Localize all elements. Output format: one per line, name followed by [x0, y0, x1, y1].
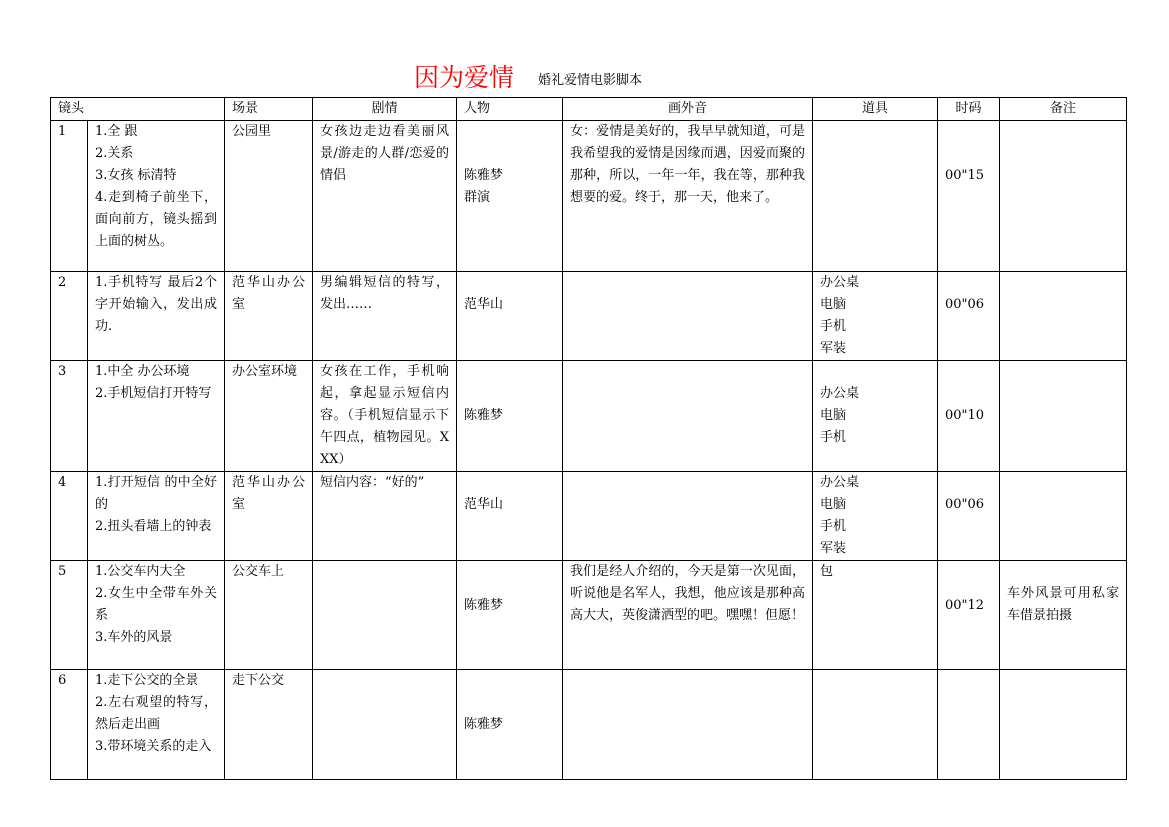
header-scene: 场景: [225, 98, 313, 121]
table-row: [51, 472, 1127, 561]
shot-description: [88, 361, 225, 472]
document-title: 因为爱情: [414, 63, 515, 92]
shot-line: 1.打开短信 的中全好的: [95, 475, 218, 512]
shot-line: 2.关系: [95, 146, 134, 161]
shot-number: 2: [51, 272, 88, 361]
prop-item: 军装: [820, 341, 847, 356]
header-notes: 备注: [1000, 98, 1127, 121]
character-cell: [457, 472, 563, 561]
prop-item: 办公桌: [820, 275, 860, 290]
table-row: [51, 361, 1127, 472]
table-row: [51, 561, 1127, 670]
props-cell: [813, 670, 938, 780]
shot-line: 3.女孩 标清特: [95, 168, 177, 183]
timecode-cell: 00"06: [938, 272, 1000, 361]
scene-cell: 范华山办公室: [225, 272, 313, 361]
props-cell: [813, 472, 938, 561]
character-name: 群演: [464, 190, 491, 205]
scene-cell: 公交车上: [225, 561, 313, 670]
plot-cell: 男编辑短信的特写，发出……: [313, 272, 457, 361]
shot-line: 1.公交车内大全: [95, 564, 186, 579]
notes-cell: [1000, 361, 1127, 472]
scene-cell: 公园里: [225, 121, 313, 272]
voiceover-cell: 我们是经人介绍的，今天是第一次见面，听说他是名军人，我想，他应该是那种高高大大，英俊潇洒型的吧。嘿嘿！但愿！: [563, 561, 813, 670]
shot-line: 1.中全 办公环境: [95, 364, 190, 379]
props-cell: [813, 561, 938, 670]
prop-item: 包: [820, 564, 834, 579]
character-name: 范华山: [464, 297, 504, 312]
shot-number: 5: [51, 561, 88, 670]
plot-cell: 女孩在工作，手机响起，拿起显示短信内容。（手机短信显示下午四点，植物园见。XXX）: [313, 361, 457, 472]
storyboard-table: [50, 97, 1127, 780]
shot-line: 3.车外的风景: [95, 630, 173, 645]
shot-line: 2.女生中全带车外关系: [95, 586, 218, 623]
shot-description: [88, 472, 225, 561]
table-header-row: [51, 98, 1127, 121]
scene-cell: 走下公交: [225, 670, 313, 780]
plot-cell: 短信内容：“好的”: [313, 472, 457, 561]
shot-line: 2.扭头看墙上的钟表: [95, 519, 212, 534]
shot-line: 1.走下公交的全景: [95, 673, 199, 688]
timecode-cell: 00"15: [938, 121, 1000, 272]
shot-number: 6: [51, 670, 88, 780]
header-shot: 镜头: [51, 98, 225, 121]
prop-item: 手机: [820, 430, 847, 445]
character-cell: [457, 561, 563, 670]
timecode-cell: 00"06: [938, 472, 1000, 561]
shot-line: 2.左右观望的特写，然后走出画: [95, 695, 218, 732]
document-header: [0, 62, 1169, 96]
shot-line: 2.手机短信打开特写: [95, 386, 212, 401]
props-cell: [813, 272, 938, 361]
scene-cell: 办公室环境: [225, 361, 313, 472]
shot-number: 4: [51, 472, 88, 561]
character-name: 陈雅梦: [464, 717, 504, 732]
timecode-cell: [938, 670, 1000, 780]
table-row: [51, 670, 1127, 780]
header-plot: 剧情: [313, 98, 457, 121]
voiceover-cell: [563, 361, 813, 472]
character-name: 陈雅梦: [464, 408, 504, 423]
voiceover-cell: [563, 670, 813, 780]
props-cell: [813, 121, 938, 272]
prop-item: 电脑: [820, 408, 847, 423]
table-row: [51, 272, 1127, 361]
prop-item: 军装: [820, 541, 847, 556]
table-row: [51, 121, 1127, 272]
character-cell: [457, 670, 563, 780]
plot-cell: [313, 670, 457, 780]
shot-number: 1: [51, 121, 88, 272]
shot-description: [88, 272, 225, 361]
timecode-cell: 00"12: [938, 561, 1000, 670]
voiceover-cell: 女：爱情是美好的，我早早就知道，可是我希望我的爱情是因缘而遇，因爱而聚的那种，所以，一年一年，我在等，那种我想要的爱。终于，那一天，他来了。: [563, 121, 813, 272]
header-props: 道具: [813, 98, 938, 121]
prop-item: 电脑: [820, 497, 847, 512]
header-timecode: 时码: [938, 98, 1000, 121]
shot-line: 1.手机特写 最后2个字开始输入，发出成功.: [95, 275, 218, 334]
prop-item: 手机: [820, 519, 847, 534]
character-cell: [457, 272, 563, 361]
prop-item: 办公桌: [820, 386, 860, 401]
prop-item: 办公桌: [820, 475, 860, 490]
plot-cell: [313, 561, 457, 670]
timecode-cell: 00"10: [938, 361, 1000, 472]
prop-item: 手机: [820, 319, 847, 334]
voiceover-cell: [563, 272, 813, 361]
shot-line: 1.全 跟: [95, 124, 138, 139]
character-name: 陈雅梦: [464, 598, 504, 613]
character-cell: [457, 361, 563, 472]
shot-line: 3.带环境关系的走入: [95, 739, 212, 754]
table-body: [51, 121, 1127, 780]
character-name: 范华山: [464, 497, 504, 512]
header-character: 人物: [457, 98, 563, 121]
header-voiceover: 画外音: [563, 98, 813, 121]
shot-line: 4.走到椅子前坐下，面向前方，镜头摇到上面的树丛。: [95, 190, 218, 249]
shot-description: [88, 561, 225, 670]
notes-cell: [1000, 121, 1127, 272]
scene-cell: 范华山办公室: [225, 472, 313, 561]
props-cell: [813, 361, 938, 472]
prop-item: 电脑: [820, 297, 847, 312]
shot-number: 3: [51, 361, 88, 472]
notes-cell: [1000, 472, 1127, 561]
document-subtitle: 婚礼爱情电影脚本: [538, 73, 643, 88]
notes-cell: [1000, 272, 1127, 361]
character-cell: [457, 121, 563, 272]
shot-description: [88, 121, 225, 272]
notes-cell: [1000, 670, 1127, 780]
character-name: 陈雅梦: [464, 168, 504, 183]
plot-cell: 女孩边走边看美丽风景/游走的人群/恋爱的情侣: [313, 121, 457, 272]
notes-cell: 车外风景可用私家车借景拍摄: [1000, 561, 1127, 670]
voiceover-cell: [563, 472, 813, 561]
shot-description: [88, 670, 225, 780]
